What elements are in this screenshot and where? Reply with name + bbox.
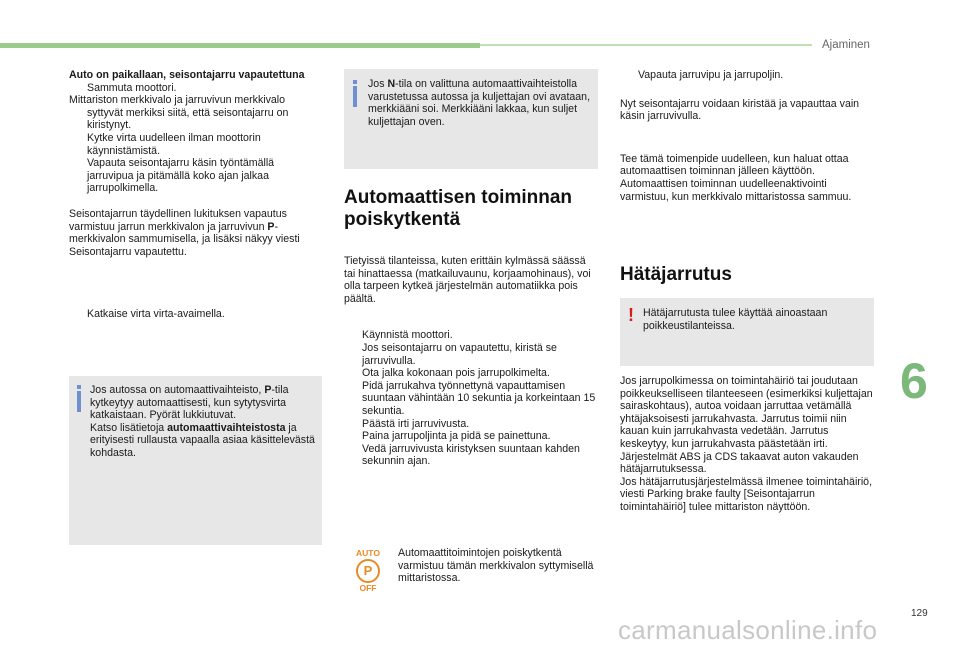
bullet-icon bbox=[69, 82, 87, 95]
list-item: Vedä jarruvivusta kiristyksen suuntaan kahden sekunnin ajan. bbox=[344, 443, 596, 468]
list-item: Paina jarrupoljinta ja pidä se painettuna. bbox=[344, 430, 596, 443]
list-item: Päästä irti jarruvivusta. bbox=[344, 418, 596, 431]
paragraph: Seisontajarrun täydellinen lukituksen vapautus varmistuu jarrun merkkivalon ja jarruvivun P-merkkivalon sammumisella, ja lisäksi näkyy viesti Seisontajarru vapautettu. bbox=[69, 207, 300, 258]
list-item: Vapauta seisontajarru käsin työntämällä jarruvipua ja pitämällä koko ajan jalkaa jarrupolkimella. bbox=[69, 157, 322, 195]
info-text: Jos autossa on automaattivaihteisto, P-tila kytkeytyy automaattisesti, kun sytytysvirta katkaistaan. Pyörät lukkiutuvat. Katso lisätietoja automaattivaihteistosta ja erityisesti rullausta vapaalla asiaa käsittelevästä kohdasta. bbox=[90, 384, 315, 459]
section-heading: Hätäjarrutus bbox=[620, 264, 732, 285]
column-2 bbox=[344, 255, 596, 468]
bullet-icon bbox=[344, 329, 362, 342]
info-icon bbox=[353, 80, 357, 84]
section-heading: Automaattisen toiminnan poiskytkentä bbox=[344, 187, 573, 230]
list-item: Vapauta jarruvipu ja jarrupoljin. bbox=[620, 69, 878, 82]
list-item: Sammuta moottori. bbox=[69, 82, 322, 95]
icon-caption: Automaattitoimintojen poiskytkentä varmistuu tämän merkkivalon syttymisellä mittaristossa. bbox=[398, 547, 594, 585]
paragraph: Mittariston merkkivalo ja jarruvivun merkkivalo syttyvät merkiksi siitä, että seisontajarru on kiristynyt. bbox=[69, 94, 289, 132]
column-1 bbox=[69, 69, 322, 321]
section-title: Ajaminen bbox=[822, 39, 870, 51]
paragraph: Jos hätäjarrutusjärjestelmässä ilmenee toimintahäiriö, viesti Parking brake faulty [Seisontajarrun toimintahäiriö] tulee mittariston näyttöön. bbox=[620, 475, 873, 513]
list-item: Kytke virta uudelleen ilman moottorin käynnistämistä. bbox=[69, 132, 322, 157]
list-item: Katkaise virta virta-avaimella. bbox=[69, 308, 322, 321]
paragraph: Järjestelmät ABS ja CDS takaavat auton vakauden hätäjarrutuksessa. bbox=[620, 450, 859, 476]
watermark: carmanualsonline.info bbox=[618, 615, 878, 645]
col1-heading: Auto on paikallaan, seisontajarru vapautettuna bbox=[69, 69, 305, 81]
chapter-number: 6 bbox=[900, 353, 928, 409]
warning-icon: ! bbox=[628, 305, 634, 325]
header-line bbox=[480, 44, 812, 46]
bullet-icon bbox=[344, 380, 362, 418]
paragraph: Jos jarrupolkimessa on toimintahäiriö tai joudutaan poikkeukselliseen tilanteeseen (esimerkiksi kuljettajan sairaskohtaus), autoa voidaan jarruttaa vetämällä yhtäjaksoisesti jarrukahvasta. Jarrutus toimii niin kauan kuin jarrukahvasta vedetään. Jarrutus keskeytyy, kun jarrukahvasta päästetään irti. bbox=[620, 375, 873, 450]
bullet-icon bbox=[69, 157, 87, 195]
bullet-icon bbox=[69, 308, 87, 321]
bullet-icon bbox=[69, 132, 87, 157]
column-3-body bbox=[620, 375, 878, 514]
bullet-icon bbox=[344, 418, 362, 431]
list-item: Pidä jarrukahva työnnettynä vapauttamisen suuntaan vähintään 10 sekuntia ja korkeintaan 15 sekuntia. bbox=[344, 380, 596, 418]
paragraph: Nyt seisontajarru voidaan kiristää ja vapauttaa vain käsin jarruvivulla. bbox=[620, 97, 860, 123]
list-item: Käynnistä moottori. bbox=[344, 329, 596, 342]
list-item: Jos seisontajarru on vapautettu, kiristä se jarruvivulla. bbox=[344, 342, 596, 367]
bullet-icon bbox=[344, 443, 362, 468]
header-bar bbox=[0, 43, 480, 48]
warning-text: Hätäjarrutusta tulee käyttää ainoastaan poikkeustilanteissa. bbox=[643, 307, 828, 332]
bullet-icon bbox=[344, 430, 362, 443]
auto-p-off-icon: AUTO P OFF bbox=[356, 548, 380, 593]
info-icon-bar bbox=[77, 391, 81, 412]
list-item: Ota jalka kokonaan pois jarrupolkimelta. bbox=[344, 367, 596, 380]
bullet-icon bbox=[344, 342, 362, 367]
bullet-icon bbox=[344, 367, 362, 380]
page-number: 129 bbox=[911, 608, 928, 619]
info-icon bbox=[77, 385, 81, 389]
paragraph: Tee tämä toimenpide uudelleen, kun haluat ottaa automaattisen toiminnan jälleen käyttöön. Automaattisen toiminnan uudelleenaktivointi varmistuu, kun merkkivalo mittaristossa sammuu. bbox=[620, 152, 852, 203]
info-text: Jos N-tila on valittuna automaattivaihteistolla varustetussa autossa ja kuljettajan ovi avataan, merkkiääni soi. Merkkiääni lakkaa, kun suljet kuljettajan oven. bbox=[368, 78, 591, 128]
paragraph: Tietyissä tilanteissa, kuten erittäin kylmässä säässä tai hinattaessa (matkailuvaunu, korjaamohinaus), voi olla tarpeen kytkeä järjestelmän automatiikka pois päältä. bbox=[344, 255, 591, 305]
info-icon-bar bbox=[353, 86, 357, 107]
bullet-icon bbox=[620, 69, 638, 82]
column-3 bbox=[620, 69, 878, 203]
